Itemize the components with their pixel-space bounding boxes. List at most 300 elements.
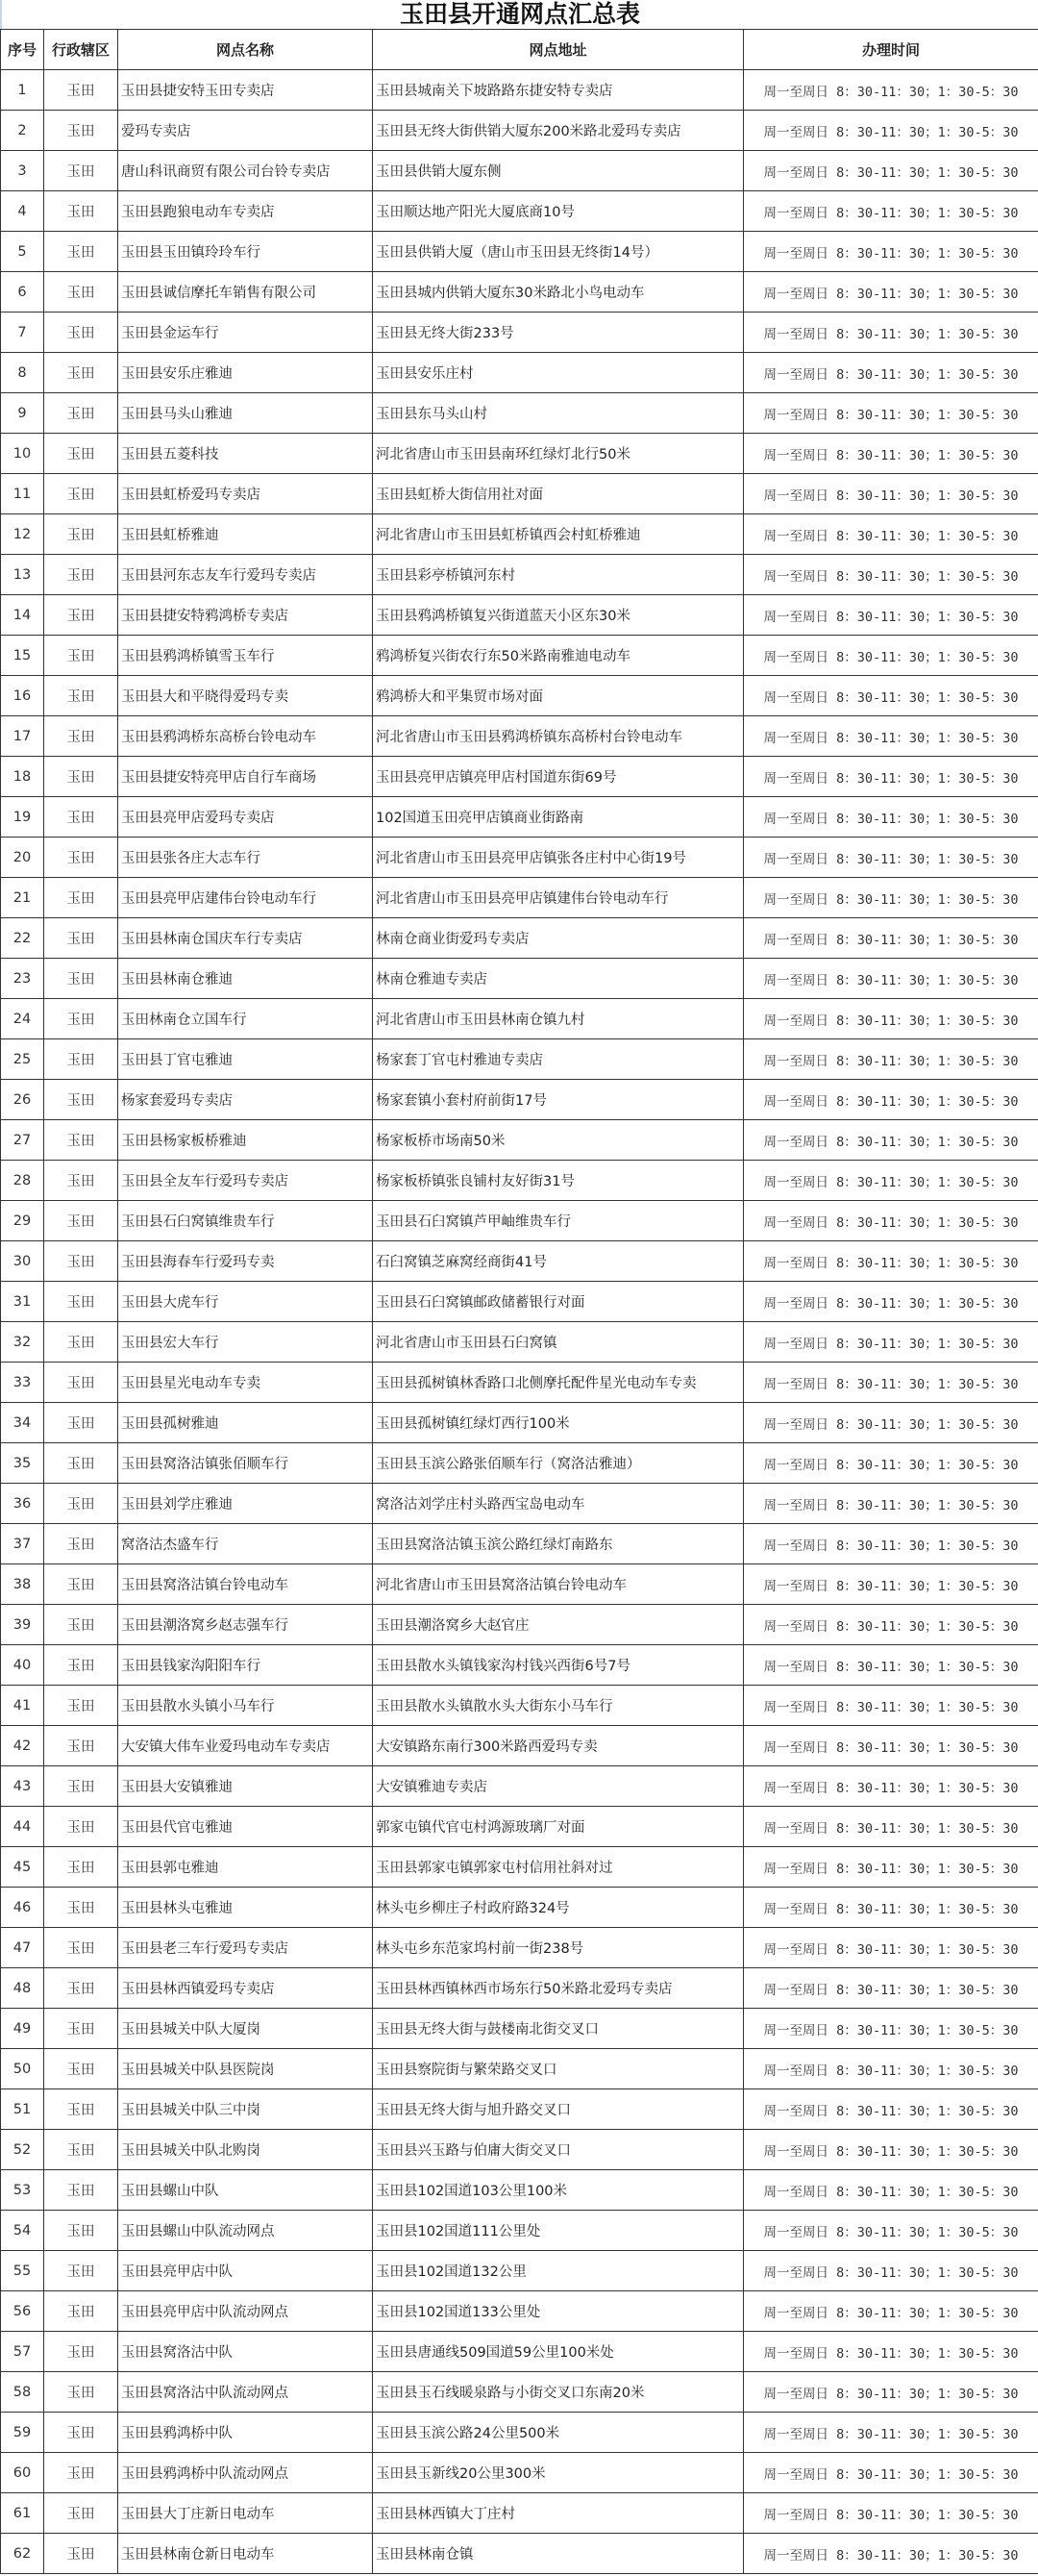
row-hours: 周一至周日 8：30-11：30；1：30-5：30: [744, 838, 1038, 878]
table-row: [1, 353, 1038, 393]
row-district: 玉田: [44, 2049, 118, 2089]
row-address: 河北省唐山市玉田县石臼窝镇: [373, 1322, 744, 1363]
row-address: 河北省唐山市玉田县亮甲店镇张各庄村中心街19号: [373, 838, 744, 878]
row-hours: 周一至周日 8：30-11：30；1：30-5：30: [744, 1847, 1038, 1888]
row-index: 50: [1, 2049, 44, 2089]
row-address: 河北省唐山市玉田县鸦鸿桥镇东高桥村台铃电动车: [373, 716, 744, 757]
row-index: 17: [1, 716, 44, 757]
row-index: 12: [1, 514, 44, 555]
row-district: 玉田: [44, 2089, 118, 2130]
row-index: 46: [1, 1888, 44, 1928]
table-row: [1, 676, 1038, 716]
row-hours: 周一至周日 8：30-11：30；1：30-5：30: [744, 2211, 1038, 2251]
row-hours: 周一至周日 8：30-11：30；1：30-5：30: [744, 474, 1038, 514]
row-hours: 周一至周日 8：30-11：30；1：30-5：30: [744, 1403, 1038, 1443]
row-index: 23: [1, 959, 44, 999]
table-row: [1, 1645, 1038, 1686]
row-outlet-name: 玉田县亮甲店中队流动网点: [118, 2291, 373, 2332]
table-row: [1, 1039, 1038, 1080]
table-row: [1, 555, 1038, 595]
row-address: 林南仓雅迪专卖店: [373, 959, 744, 999]
row-address: 玉田县石臼窝镇芦甲岫维贵车行: [373, 1201, 744, 1241]
row-index: 60: [1, 2453, 44, 2493]
row-outlet-name: 玉田县刘学庄雅迪: [118, 1484, 373, 1524]
row-outlet-name: 玉田县潮洛窝乡赵志强车行: [118, 1605, 373, 1645]
row-index: 61: [1, 2493, 44, 2534]
row-index: 36: [1, 1484, 44, 1524]
row-address: 玉田顺达地产阳光大厦底商10号: [373, 191, 744, 232]
row-index: 11: [1, 474, 44, 514]
row-index: 7: [1, 313, 44, 353]
row-outlet-name: 玉田县林西镇爱玛专卖店: [118, 1968, 373, 2009]
row-address: 玉田县亮甲店镇亮甲店村国道东街69号: [373, 757, 744, 797]
table-row: [1, 1161, 1038, 1201]
row-outlet-name: 玉田县大和平晓得爱玛专卖: [118, 676, 373, 716]
header-hours: 办理时间: [744, 30, 1038, 70]
row-outlet-name: 玉田县诚信摩托车销售有限公司: [118, 272, 373, 313]
row-district: 玉田: [44, 1484, 118, 1524]
row-index: 1: [1, 70, 44, 111]
row-hours: 周一至周日 8：30-11：30；1：30-5：30: [744, 2049, 1038, 2089]
row-address: 河北省唐山市玉田县虹桥镇西会村虹桥雅迪: [373, 514, 744, 555]
row-district: 玉田: [44, 2372, 118, 2413]
row-index: 59: [1, 2413, 44, 2453]
row-index: 62: [1, 2534, 44, 2574]
row-outlet-name: 玉田县宏大车行: [118, 1322, 373, 1363]
row-index: 27: [1, 1120, 44, 1161]
row-hours: 周一至周日 8：30-11：30；1：30-5：30: [744, 1928, 1038, 1968]
row-hours: 周一至周日 8：30-11：30；1：30-5：30: [744, 1363, 1038, 1403]
table-row: [1, 191, 1038, 232]
row-hours: 周一至周日 8：30-11：30；1：30-5：30: [744, 272, 1038, 313]
row-district: 玉田: [44, 1726, 118, 1766]
row-district: 玉田: [44, 151, 118, 191]
row-outlet-name: 玉田县星光电动车专卖: [118, 1363, 373, 1403]
row-hours: 周一至周日 8：30-11：30；1：30-5：30: [744, 2170, 1038, 2211]
row-outlet-name: 玉田县杨家板桥雅迪: [118, 1120, 373, 1161]
table-row: [1, 1726, 1038, 1766]
row-outlet-name: 玉田县跑狼电动车专卖店: [118, 191, 373, 232]
row-district: 玉田: [44, 555, 118, 595]
row-outlet-name: 玉田县城关中队三中岗: [118, 2089, 373, 2130]
row-address: 河北省唐山市玉田县林南仓镇九村: [373, 999, 744, 1039]
row-district: 玉田: [44, 1120, 118, 1161]
row-outlet-name: 玉田县窝洛沽镇张佰顺车行: [118, 1443, 373, 1484]
row-district: 玉田: [44, 1524, 118, 1564]
row-hours: 周一至周日 8：30-11：30；1：30-5：30: [744, 1645, 1038, 1686]
table-row: [1, 1888, 1038, 1928]
row-hours: 周一至周日 8：30-11：30；1：30-5：30: [744, 151, 1038, 191]
row-index: 18: [1, 757, 44, 797]
row-district: 玉田: [44, 878, 118, 918]
row-district: 玉田: [44, 595, 118, 636]
row-address: 大安镇雅迪专卖店: [373, 1766, 744, 1807]
table-row: [1, 232, 1038, 272]
row-hours: 周一至周日 8：30-11：30；1：30-5：30: [744, 636, 1038, 676]
row-outlet-name: 玉田县窝洛沽中队流动网点: [118, 2372, 373, 2413]
table-row: [1, 2089, 1038, 2130]
row-address: 玉田县石臼窝镇邮政储蓄银行对面: [373, 1282, 744, 1322]
row-index: 53: [1, 2170, 44, 2211]
row-hours: 周一至周日 8：30-11：30；1：30-5：30: [744, 2089, 1038, 2130]
row-district: 玉田: [44, 1241, 118, 1282]
row-district: 玉田: [44, 918, 118, 959]
row-hours: 周一至周日 8：30-11：30；1：30-5：30: [744, 1282, 1038, 1322]
row-outlet-name: 玉田县张各庄大志车行: [118, 838, 373, 878]
row-hours: 周一至周日 8：30-11：30；1：30-5：30: [744, 716, 1038, 757]
table-row: [1, 1807, 1038, 1847]
row-district: 玉田: [44, 393, 118, 434]
row-hours: 周一至周日 8：30-11：30；1：30-5：30: [744, 1726, 1038, 1766]
row-index: 16: [1, 676, 44, 716]
row-address: 玉田县唐通线509国道59公里100米处: [373, 2332, 744, 2372]
row-district: 玉田: [44, 797, 118, 838]
header-index: 序号: [1, 30, 44, 70]
row-district: 玉田: [44, 70, 118, 111]
row-index: 8: [1, 353, 44, 393]
table-row: [1, 1766, 1038, 1807]
row-index: 35: [1, 1443, 44, 1484]
table-row: [1, 2130, 1038, 2170]
row-hours: 周一至周日 8：30-11：30；1：30-5：30: [744, 878, 1038, 918]
row-hours: 周一至周日 8：30-11：30；1：30-5：30: [744, 1484, 1038, 1524]
row-address: 玉田县孤树镇红绿灯西行100米: [373, 1403, 744, 1443]
row-index: 48: [1, 1968, 44, 2009]
row-outlet-name: 玉田县马头山雅迪: [118, 393, 373, 434]
row-address: 郭家屯镇代官屯村鸿源玻璃厂对面: [373, 1807, 744, 1847]
row-district: 玉田: [44, 1322, 118, 1363]
row-outlet-name: 玉田县虹桥爱玛专卖店: [118, 474, 373, 514]
row-outlet-name: 玉田县老三车行爱玛专卖店: [118, 1928, 373, 1968]
row-index: 26: [1, 1080, 44, 1120]
row-hours: 周一至周日 8：30-11：30；1：30-5：30: [744, 2291, 1038, 2332]
row-index: 4: [1, 191, 44, 232]
row-outlet-name: 玉田县散水头镇小马车行: [118, 1686, 373, 1726]
row-district: 玉田: [44, 676, 118, 716]
table-row: [1, 1282, 1038, 1322]
table-row: [1, 1201, 1038, 1241]
row-district: 玉田: [44, 1443, 118, 1484]
row-index: 38: [1, 1564, 44, 1605]
header-address: 网点地址: [373, 30, 744, 70]
table-row: [1, 2453, 1038, 2493]
row-index: 56: [1, 2291, 44, 2332]
row-district: 玉田: [44, 1080, 118, 1120]
row-hours: 周一至周日 8：30-11：30；1：30-5：30: [744, 1605, 1038, 1645]
table-header-row: [1, 30, 1038, 70]
row-district: 玉田: [44, 2291, 118, 2332]
row-district: 玉田: [44, 2251, 118, 2291]
row-index: 3: [1, 151, 44, 191]
row-outlet-name: 玉田县鸦鸿桥镇雪玉车行: [118, 636, 373, 676]
row-hours: 周一至周日 8：30-11：30；1：30-5：30: [744, 676, 1038, 716]
row-index: 43: [1, 1766, 44, 1807]
row-hours: 周一至周日 8：30-11：30；1：30-5：30: [744, 1564, 1038, 1605]
row-hours: 周一至周日 8：30-11：30；1：30-5：30: [744, 2453, 1038, 2493]
row-outlet-name: 玉田县林南仓国庆车行专卖店: [118, 918, 373, 959]
row-district: 玉田: [44, 1807, 118, 1847]
row-outlet-name: 玉田县丁官屯雅迪: [118, 1039, 373, 1080]
row-outlet-name: 玉田县城关中队县医院岗: [118, 2049, 373, 2089]
row-address: 杨家套丁官屯村雅迪专卖店: [373, 1039, 744, 1080]
table-row: [1, 1968, 1038, 2009]
row-district: 玉田: [44, 1363, 118, 1403]
row-hours: 周一至周日 8：30-11：30；1：30-5：30: [744, 2372, 1038, 2413]
row-index: 19: [1, 797, 44, 838]
row-address: 玉田县玉新线20公里300米: [373, 2453, 744, 2493]
row-outlet-name: 玉田县大安镇雅迪: [118, 1766, 373, 1807]
row-address: 玉田县供销大厦（唐山市玉田县无终街14号）: [373, 232, 744, 272]
table-row: [1, 959, 1038, 999]
row-outlet-name: 玉田县螺山中队: [118, 2170, 373, 2211]
table-row: [1, 1605, 1038, 1645]
row-address: 鸦鸿桥复兴街农行东50米路南雅迪电动车: [373, 636, 744, 676]
row-district: 玉田: [44, 1766, 118, 1807]
row-district: 玉田: [44, 1201, 118, 1241]
row-hours: 周一至周日 8：30-11：30；1：30-5：30: [744, 353, 1038, 393]
row-district: 玉田: [44, 1645, 118, 1686]
row-outlet-name: 玉田县亮甲店爱玛专卖店: [118, 797, 373, 838]
row-index: 54: [1, 2211, 44, 2251]
row-district: 玉田: [44, 1847, 118, 1888]
table-row: [1, 999, 1038, 1039]
row-address: 玉田县玉石线暖泉路与小街交叉口东南20米: [373, 2372, 744, 2413]
row-outlet-name: 玉田县鸦鸿桥中队: [118, 2413, 373, 2453]
table-row: [1, 918, 1038, 959]
row-hours: 周一至周日 8：30-11：30；1：30-5：30: [744, 1161, 1038, 1201]
row-outlet-name: 玉田县林南仓雅迪: [118, 959, 373, 999]
row-district: 玉田: [44, 434, 118, 474]
row-district: 玉田: [44, 959, 118, 999]
row-hours: 周一至周日 8：30-11：30；1：30-5：30: [744, 1039, 1038, 1080]
row-address: 玉田县潮洛窝乡大赵官庄: [373, 1605, 744, 1645]
row-district: 玉田: [44, 1282, 118, 1322]
row-hours: 周一至周日 8：30-11：30；1：30-5：30: [744, 918, 1038, 959]
row-index: 33: [1, 1363, 44, 1403]
row-address: 杨家套镇小套村府前街17号: [373, 1080, 744, 1120]
table-row: [1, 1241, 1038, 1282]
row-index: 52: [1, 2130, 44, 2170]
row-district: 玉田: [44, 1161, 118, 1201]
row-outlet-name: 玉田县全友车行爱玛专卖店: [118, 1161, 373, 1201]
row-address: 杨家板桥镇张良铺村友好街31号: [373, 1161, 744, 1201]
row-hours: 周一至周日 8：30-11：30；1：30-5：30: [744, 232, 1038, 272]
table-row: [1, 2170, 1038, 2211]
table-row: [1, 2372, 1038, 2413]
row-outlet-name: 玉田县大丁庄新日电动车: [118, 2493, 373, 2534]
table-row: [1, 1524, 1038, 1564]
row-hours: 周一至周日 8：30-11：30；1：30-5：30: [744, 959, 1038, 999]
row-address: 林南仓商业街爱玛专卖店: [373, 918, 744, 959]
table-row: [1, 434, 1038, 474]
row-index: 30: [1, 1241, 44, 1282]
row-outlet-name: 玉田县安乐庄雅迪: [118, 353, 373, 393]
row-address: 玉田县郭家屯镇郭家屯村信用社斜对过: [373, 1847, 744, 1888]
row-address: 玉田县鸦鸿桥镇复兴街道蓝天小区东30米: [373, 595, 744, 636]
row-district: 玉田: [44, 2170, 118, 2211]
row-outlet-name: 玉田县虹桥雅迪: [118, 514, 373, 555]
row-address: 石臼窝镇芝麻窝经商街41号: [373, 1241, 744, 1282]
row-district: 玉田: [44, 1039, 118, 1080]
row-address: 玉田县虹桥大街信用社对面: [373, 474, 744, 514]
row-index: 9: [1, 393, 44, 434]
row-hours: 周一至周日 8：30-11：30；1：30-5：30: [744, 434, 1038, 474]
row-outlet-name: 大安镇大伟车业爱玛电动车专卖店: [118, 1726, 373, 1766]
row-outlet-name: 杨家套爱玛专卖店: [118, 1080, 373, 1120]
row-index: 44: [1, 1807, 44, 1847]
row-address: 杨家板桥市场南50米: [373, 1120, 744, 1161]
row-district: 玉田: [44, 272, 118, 313]
table-row: [1, 1120, 1038, 1161]
row-outlet-name: 唐山科讯商贸有限公司台铃专卖店: [118, 151, 373, 191]
row-index: 47: [1, 1928, 44, 1968]
row-outlet-name: 玉田县窝洛沽镇台铃电动车: [118, 1564, 373, 1605]
table-row: [1, 2049, 1038, 2089]
row-index: 49: [1, 2009, 44, 2049]
row-address: 玉田县城内供销大厦东30米路北小鸟电动车: [373, 272, 744, 313]
row-outlet-name: 玉田县金运车行: [118, 313, 373, 353]
row-district: 玉田: [44, 191, 118, 232]
row-address: 鸦鸿桥大和平集贸市场对面: [373, 676, 744, 716]
row-address: 林头屯乡柳庄子村政府路324号: [373, 1888, 744, 1928]
row-index: 29: [1, 1201, 44, 1241]
row-index: 22: [1, 918, 44, 959]
row-hours: 周一至周日 8：30-11：30；1：30-5：30: [744, 797, 1038, 838]
row-index: 13: [1, 555, 44, 595]
row-hours: 周一至周日 8：30-11：30；1：30-5：30: [744, 1888, 1038, 1928]
row-district: 玉田: [44, 757, 118, 797]
row-index: 58: [1, 2372, 44, 2413]
row-address: 玉田县察院街与繁荣路交叉口: [373, 2049, 744, 2089]
table-row: [1, 838, 1038, 878]
row-index: 41: [1, 1686, 44, 1726]
table-row: [1, 1080, 1038, 1120]
table-row: [1, 2332, 1038, 2372]
row-hours: 周一至周日 8：30-11：30；1：30-5：30: [744, 514, 1038, 555]
row-index: 34: [1, 1403, 44, 1443]
row-index: 42: [1, 1726, 44, 1766]
row-district: 玉田: [44, 716, 118, 757]
row-outlet-name: 玉田县窝洛沽中队: [118, 2332, 373, 2372]
row-outlet-name: 窝洛沽杰盛车行: [118, 1524, 373, 1564]
row-hours: 周一至周日 8：30-11：30；1：30-5：30: [744, 1080, 1038, 1120]
row-address: 玉田县彩亭桥镇河东村: [373, 555, 744, 595]
table-row: [1, 2413, 1038, 2453]
row-outlet-name: 玉田县亮甲店中队: [118, 2251, 373, 2291]
row-address: 玉田县安乐庄村: [373, 353, 744, 393]
row-address: 玉田县林西镇大丁庄村: [373, 2493, 744, 2534]
row-district: 玉田: [44, 2009, 118, 2049]
row-address: 玉田县林西镇林西市场东行50米路北爱玛专卖店: [373, 1968, 744, 2009]
row-address: 玉田县102国道132公里: [373, 2251, 744, 2291]
row-address: 玉田县102国道111公里处: [373, 2211, 744, 2251]
row-outlet-name: 玉田县城关中队北购岗: [118, 2130, 373, 2170]
row-address: 河北省唐山市玉田县窝洛沽镇台铃电动车: [373, 1564, 744, 1605]
row-district: 玉田: [44, 2534, 118, 2574]
row-outlet-name: 玉田县捷安特亮甲店自行车商场: [118, 757, 373, 797]
table-row: [1, 1686, 1038, 1726]
row-address: 河北省唐山市玉田县亮甲店镇建伟台铃电动车行: [373, 878, 744, 918]
row-outlet-name: 玉田县捷安特玉田专卖店: [118, 70, 373, 111]
row-hours: 周一至周日 8：30-11：30；1：30-5：30: [744, 111, 1038, 151]
row-district: 玉田: [44, 313, 118, 353]
row-hours: 周一至周日 8：30-11：30；1：30-5：30: [744, 2413, 1038, 2453]
table-row: [1, 2493, 1038, 2534]
table-row: [1, 70, 1038, 111]
row-address: 玉田县102国道103公里100米: [373, 2170, 744, 2211]
row-district: 玉田: [44, 474, 118, 514]
row-index: 14: [1, 595, 44, 636]
table-row: [1, 1484, 1038, 1524]
row-hours: 周一至周日 8：30-11：30；1：30-5：30: [744, 2130, 1038, 2170]
row-index: 15: [1, 636, 44, 676]
outlets-table: [0, 29, 1038, 2574]
row-district: 玉田: [44, 2332, 118, 2372]
row-index: 57: [1, 2332, 44, 2372]
row-address: 玉田县窝洛沽镇玉滨公路红绿灯南路东: [373, 1524, 744, 1564]
row-address: 玉田县无终大街供销大厦东200米路北爱玛专卖店: [373, 111, 744, 151]
row-outlet-name: 爱玛专卖店: [118, 111, 373, 151]
row-district: 玉田: [44, 636, 118, 676]
table-row: [1, 2251, 1038, 2291]
table-row: [1, 1443, 1038, 1484]
row-address: 窝洛沽刘学庄村头路西宝岛电动车: [373, 1484, 744, 1524]
row-index: 24: [1, 999, 44, 1039]
row-outlet-name: 玉田县螺山中队流动网点: [118, 2211, 373, 2251]
row-outlet-name: 玉田县大虎车行: [118, 1282, 373, 1322]
row-district: 玉田: [44, 1686, 118, 1726]
row-district: 玉田: [44, 353, 118, 393]
row-address: 玉田县散水头镇散水头大街东小马车行: [373, 1686, 744, 1726]
row-hours: 周一至周日 8：30-11：30；1：30-5：30: [744, 313, 1038, 353]
row-address: 玉田县东马头山村: [373, 393, 744, 434]
table-row: [1, 595, 1038, 636]
row-hours: 周一至周日 8：30-11：30；1：30-5：30: [744, 999, 1038, 1039]
row-hours: 周一至周日 8：30-11：30；1：30-5：30: [744, 1686, 1038, 1726]
row-index: 6: [1, 272, 44, 313]
row-district: 玉田: [44, 232, 118, 272]
row-outlet-name: 玉田县代官屯雅迪: [118, 1807, 373, 1847]
row-index: 37: [1, 1524, 44, 1564]
row-outlet-name: 玉田县孤树雅迪: [118, 1403, 373, 1443]
header-district: 行政辖区: [44, 30, 118, 70]
row-hours: 周一至周日 8：30-11：30；1：30-5：30: [744, 1766, 1038, 1807]
row-hours: 周一至周日 8：30-11：30；1：30-5：30: [744, 2009, 1038, 2049]
table-row: [1, 2291, 1038, 2332]
row-outlet-name: 玉田县五菱科技: [118, 434, 373, 474]
row-address: 玉田县无终大街233号: [373, 313, 744, 353]
row-outlet-name: 玉田县玉田镇玲玲车行: [118, 232, 373, 272]
table-row: [1, 716, 1038, 757]
row-outlet-name: 玉田县城关中队大厦岗: [118, 2009, 373, 2049]
table-row: [1, 474, 1038, 514]
row-outlet-name: 玉田县鸦鸿桥东高桥台铃电动车: [118, 716, 373, 757]
row-hours: 周一至周日 8：30-11：30；1：30-5：30: [744, 555, 1038, 595]
row-outlet-name: 玉田林南仓立国车行: [118, 999, 373, 1039]
row-hours: 周一至周日 8：30-11：30；1：30-5：30: [744, 1322, 1038, 1363]
row-hours: 周一至周日 8：30-11：30；1：30-5：30: [744, 1443, 1038, 1484]
row-outlet-name: 玉田县林头屯雅迪: [118, 1888, 373, 1928]
row-district: 玉田: [44, 2211, 118, 2251]
row-address: 玉田县102国道133公里处: [373, 2291, 744, 2332]
row-hours: 周一至周日 8：30-11：30；1：30-5：30: [744, 1201, 1038, 1241]
row-hours: 周一至周日 8：30-11：30；1：30-5：30: [744, 595, 1038, 636]
table-row: [1, 313, 1038, 353]
row-hours: 周一至周日 8：30-11：30；1：30-5：30: [744, 757, 1038, 797]
table-row: [1, 393, 1038, 434]
row-address: 102国道玉田亮甲店镇商业街路南: [373, 797, 744, 838]
row-outlet-name: 玉田县海春车行爱玛专卖: [118, 1241, 373, 1282]
